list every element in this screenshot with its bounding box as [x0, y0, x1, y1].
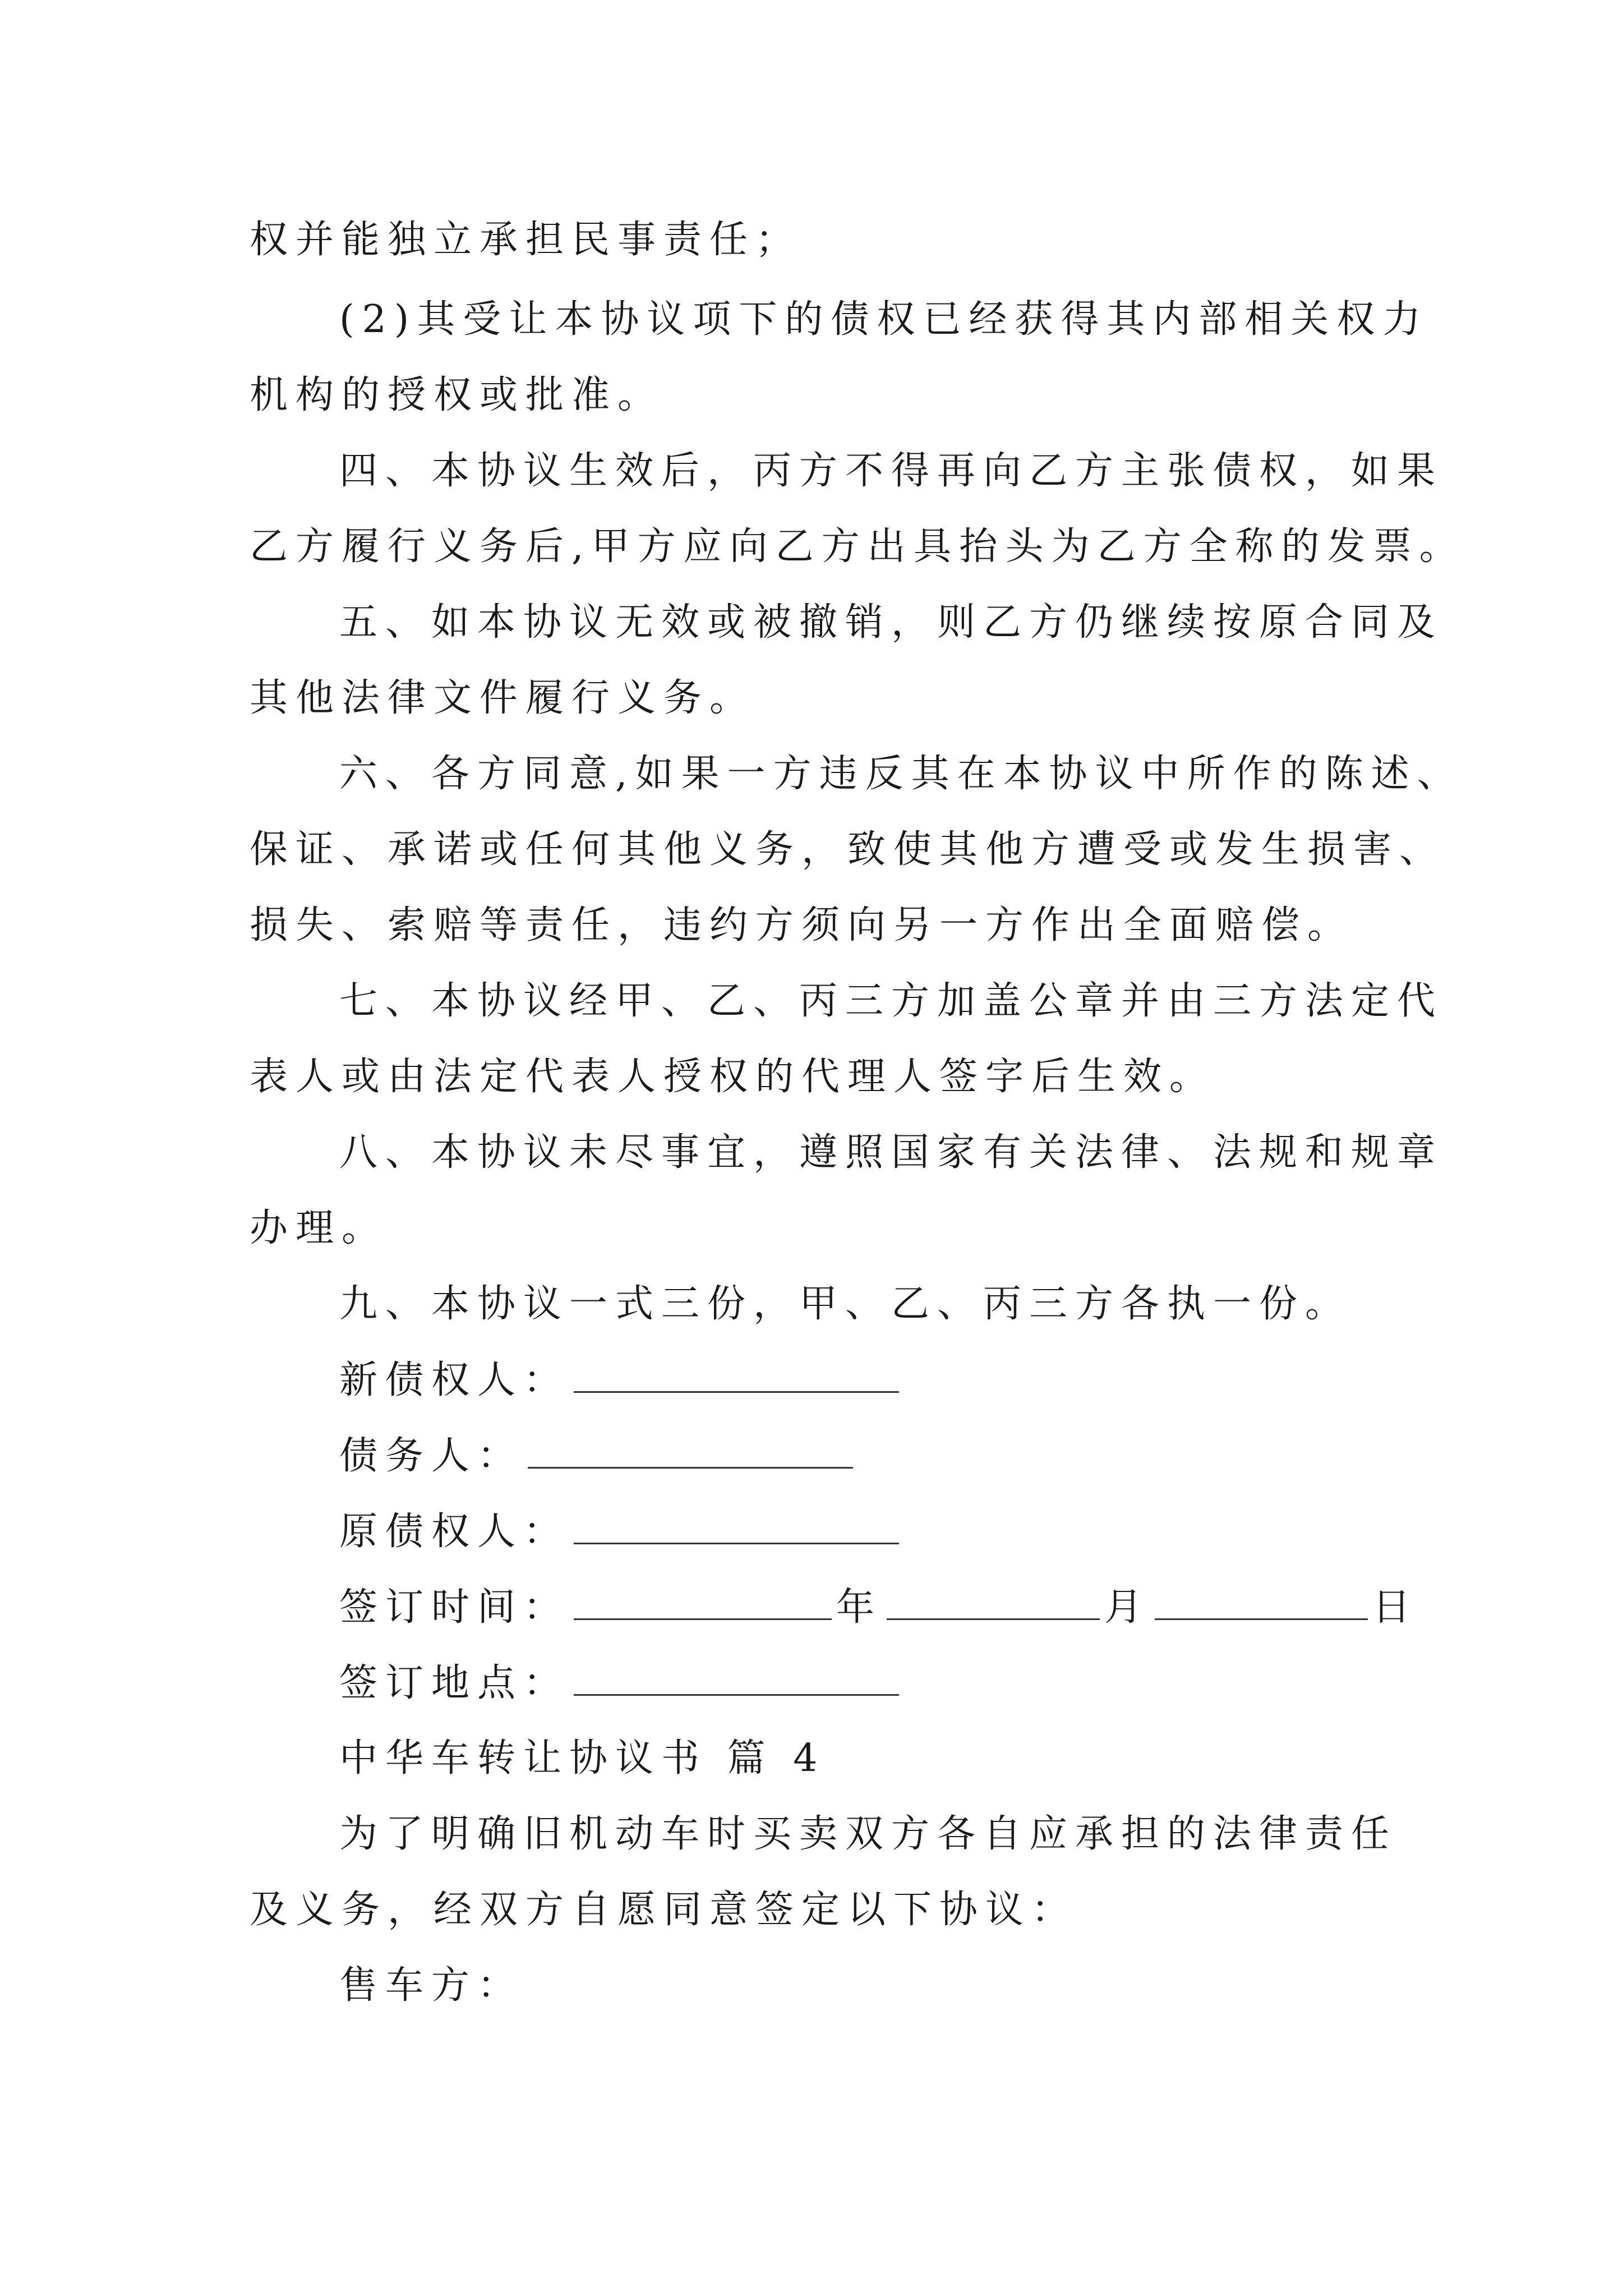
- paragraph-line: 七、本协议经甲、乙、丙三方加盖公章并由三方法定代: [339, 979, 1444, 1023]
- intro-line: 为了明确旧机动车时买卖双方各自应承担的法律责任: [339, 1812, 1398, 1856]
- new-creditor-label: 新债权人：: [339, 1358, 570, 1402]
- paragraph-line: 其他法律文件履行义务。: [250, 676, 756, 720]
- paragraph-line: 乙方履行义务后,甲方应向乙方出具抬头为乙方全称的发票。: [250, 524, 1465, 569]
- paragraph-line: 八、本协议未尽事宜，遵照国家有关法律、法规和规章: [339, 1130, 1444, 1175]
- paragraph-line: 九、本协议一式三份，甲、乙、丙三方各执一份。: [339, 1282, 1352, 1326]
- paragraph-line: 四、本协议生效后，丙方不得再向乙方主张债权，如果: [339, 449, 1444, 493]
- sign-place-blank[interactable]: [574, 1660, 899, 1696]
- month-label: 月: [1104, 1585, 1151, 1630]
- paragraph-line: 保证、承诺或任何其他义务，致使其他方遭受或发生损害、: [250, 827, 1446, 872]
- debtor-label: 债务人：: [339, 1434, 524, 1478]
- original-creditor-blank[interactable]: [574, 1509, 899, 1544]
- debtor-row: [339, 1433, 857, 1479]
- original-creditor-label: 原债权人：: [339, 1510, 570, 1554]
- intro-line: 及义务，经双方自愿同意签定以下协议：: [250, 1888, 1078, 1932]
- new-creditor-blank[interactable]: [574, 1358, 899, 1393]
- seller-label: 售车方：: [339, 1963, 524, 2008]
- original-creditor-row: [339, 1509, 903, 1554]
- paragraph-line: 权并能独立承担民事责任；: [250, 218, 802, 262]
- paragraph-line: 损失、索赔等责任，违约方须向另一方作出全面赔偿。: [250, 903, 1354, 947]
- day-blank[interactable]: [1155, 1585, 1368, 1620]
- month-blank[interactable]: [887, 1585, 1100, 1620]
- new-creditor-row: [339, 1358, 903, 1403]
- day-label: 日: [1372, 1585, 1419, 1630]
- paragraph-line: 五、如本协议无效或被撤销，则乙方仍继续按原合同及: [339, 600, 1444, 645]
- paragraph-line: (2)其受让本协议项下的债权已经获得其内部相关权力: [339, 297, 1429, 342]
- sign-place-row: [339, 1660, 903, 1706]
- paragraph-line: 机构的授权或批准。: [250, 373, 664, 417]
- section-title: 中华车转让协议书 篇 4: [339, 1736, 826, 1780]
- sign-date-label: 签订时间：: [339, 1585, 570, 1630]
- sign-date-row: [339, 1585, 1418, 1630]
- paragraph-line: 办理。: [250, 1206, 388, 1250]
- paragraph-line: 六、各方同意,如果一方违反其在本协议中所作的陈述、: [339, 752, 1463, 796]
- sign-place-label: 签订地点：: [339, 1661, 570, 1705]
- paragraph-line: 表人或由法定代表人授权的代理人签字后生效。: [250, 1055, 1216, 1099]
- debtor-blank[interactable]: [528, 1433, 853, 1469]
- year-blank[interactable]: [574, 1585, 832, 1620]
- year-label: 年: [836, 1585, 883, 1630]
